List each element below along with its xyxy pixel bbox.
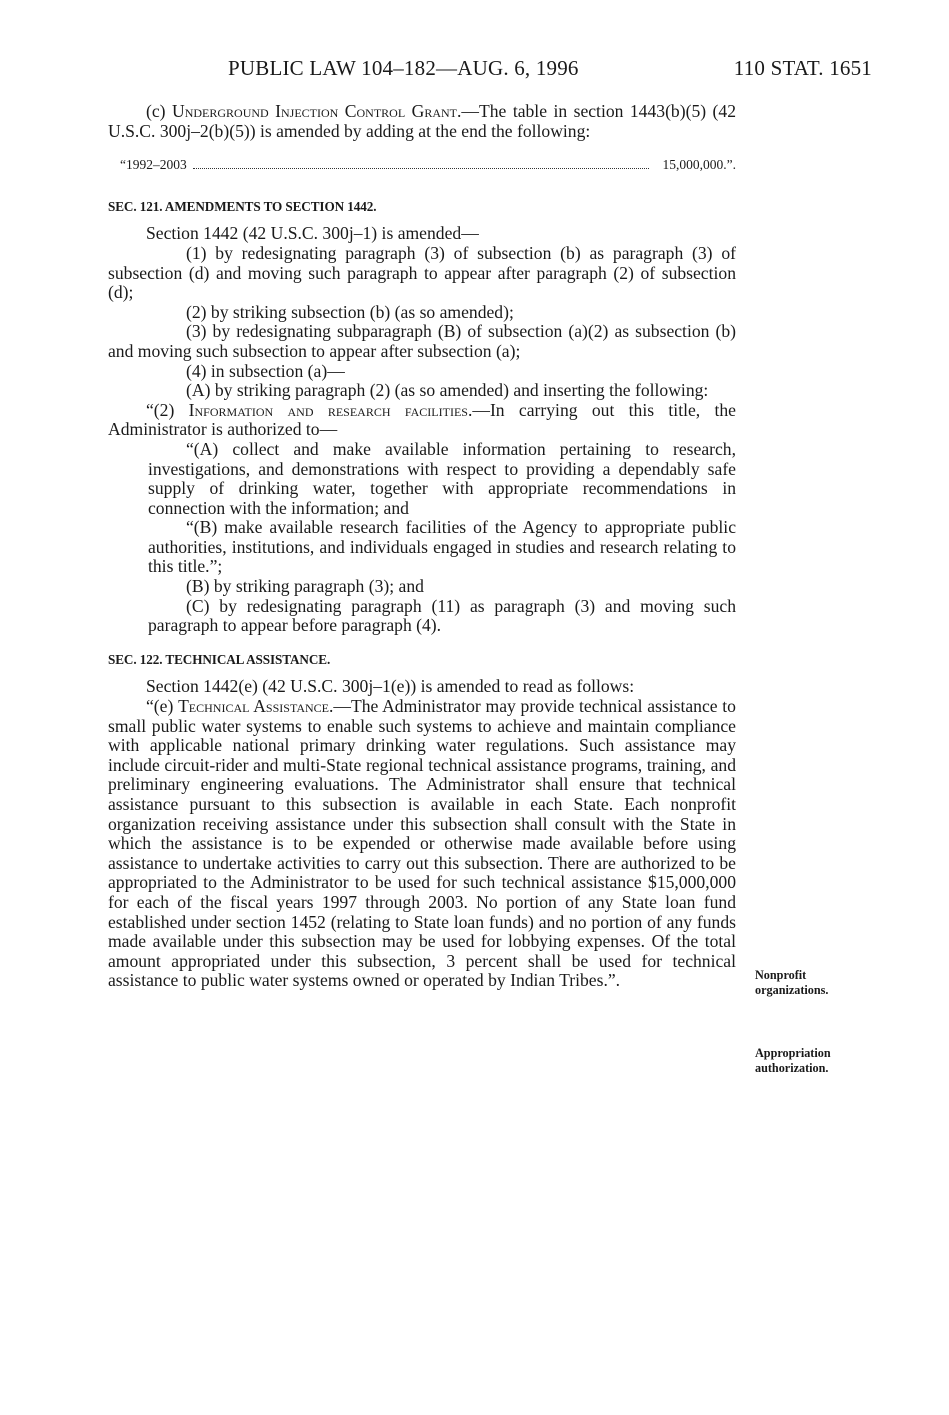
margin-note-nonprofit: Nonprofit organizations. bbox=[755, 968, 829, 997]
subsection-e: “(e) Technical Assistance.—The Administrator may provide technical assistance to small public water systems to enable such systems to achieve and maintain compliance with applicable national primary drinking water regulations. Such assistance may include circuit-rider and multi-State regional technical assistance programs, training, and preliminary engineering evaluations. The Administrator shall ensure that technical assistance pursuant to this subsection is available in each State. Each nonprofit organization receiving assistance under this subsection shall consult with the State in which the assistance is to be expended or otherwise made available before using assistance to undertake activities to carry out this subsection. There are authorized to be appropriated to the Administrator to be used for such technical assistance $15,000,000 for each of the fiscal years 1997 through 2003. No portion of any State loan fund established under section 1452 (relating to State loan funds) and no portion of any funds made available under this subsection may be used for lobbying expenses. Of the total amount appropriated under this subsection, 3 percent shall be used for technical assistance to public water systems owned or operated by Indian Tribes.”. bbox=[108, 696, 736, 991]
running-header bbox=[210, 56, 878, 86]
subsection-e-caption: Technical Assistance bbox=[178, 696, 329, 717]
subsection-c: (c) Underground Injection Control Grant.—The table in section 1443(b)(5) (42 U.S.C. 300j–2(b)(5)) is amended by adding at the end the following: bbox=[108, 101, 737, 141]
subparagraph-b: (B) by striking paragraph (3); and bbox=[186, 576, 424, 597]
table-amount: 15,000,000.”. bbox=[662, 157, 736, 173]
quoted-subparagraph-b: “(B) make available research facilities of the Agency to appropriate public authorities, institutions, and individuals engaged in studies and research relating to this title.”; bbox=[148, 517, 736, 577]
dot-leader bbox=[193, 168, 649, 169]
margin-note-appropriation: Appropriation authorization. bbox=[755, 1046, 831, 1075]
quoted-subparagraph-a: “(A) collect and make available information pertaining to research, investigations, and demonstrations with respect to providing a dependably safe supply of drinking water, together with appropriate recommendations in connection with the information; and bbox=[148, 438, 736, 518]
table-years: “1992–2003 bbox=[120, 157, 187, 173]
quoted-paragraph-2-caption: Information and research facilities bbox=[188, 399, 468, 420]
subparagraph-a: (A) by striking paragraph (2) (as so amended) and inserting the following: bbox=[186, 380, 709, 401]
quoted-paragraph-2: “(2) Information and research facilities.—In carrying out this title, the Administrator is authorized to— bbox=[108, 399, 736, 440]
paragraph-2: (2) by striking subsection (b) (as so amended); bbox=[186, 301, 514, 322]
body-text bbox=[108, 102, 736, 991]
paragraph-1: (1) by redesignating paragraph (3) of subsection (b) as paragraph (3) of subsection (d) and moving such paragraph to appear after paragraph (2) of subsection (d); bbox=[108, 242, 736, 303]
section-122-heading: SEC. 122. TECHNICAL ASSISTANCE. bbox=[108, 651, 331, 667]
subparagraph-c: (C) by redesignating paragraph (11) as paragraph (3) and moving such paragraph to appear before paragraph (4). bbox=[148, 595, 736, 636]
table-row bbox=[108, 155, 736, 175]
header-title: PUBLIC LAW 104–182—AUG. 6, 1996 bbox=[228, 56, 579, 80]
section-122-intro: Section 1442(e) (42 U.S.C. 300j–1(e)) is amended to read as follows: bbox=[146, 676, 635, 697]
header-statute-page: 110 STAT. 1651 bbox=[733, 56, 872, 80]
paragraph-4: (4) in subsection (a)— bbox=[186, 360, 345, 381]
subsection-c-caption: Underground Injection Control Grant bbox=[171, 101, 458, 121]
section-121-heading: SEC. 121. AMENDMENTS TO SECTION 1442. bbox=[108, 198, 377, 214]
paragraph-3: (3) by redesignating subparagraph (B) of subsection (a)(2) as subsection (b) and moving such subsection to appear after subsection (a); bbox=[108, 321, 736, 361]
section-121-intro: Section 1442 (42 U.S.C. 300j–1) is amended— bbox=[146, 223, 479, 244]
